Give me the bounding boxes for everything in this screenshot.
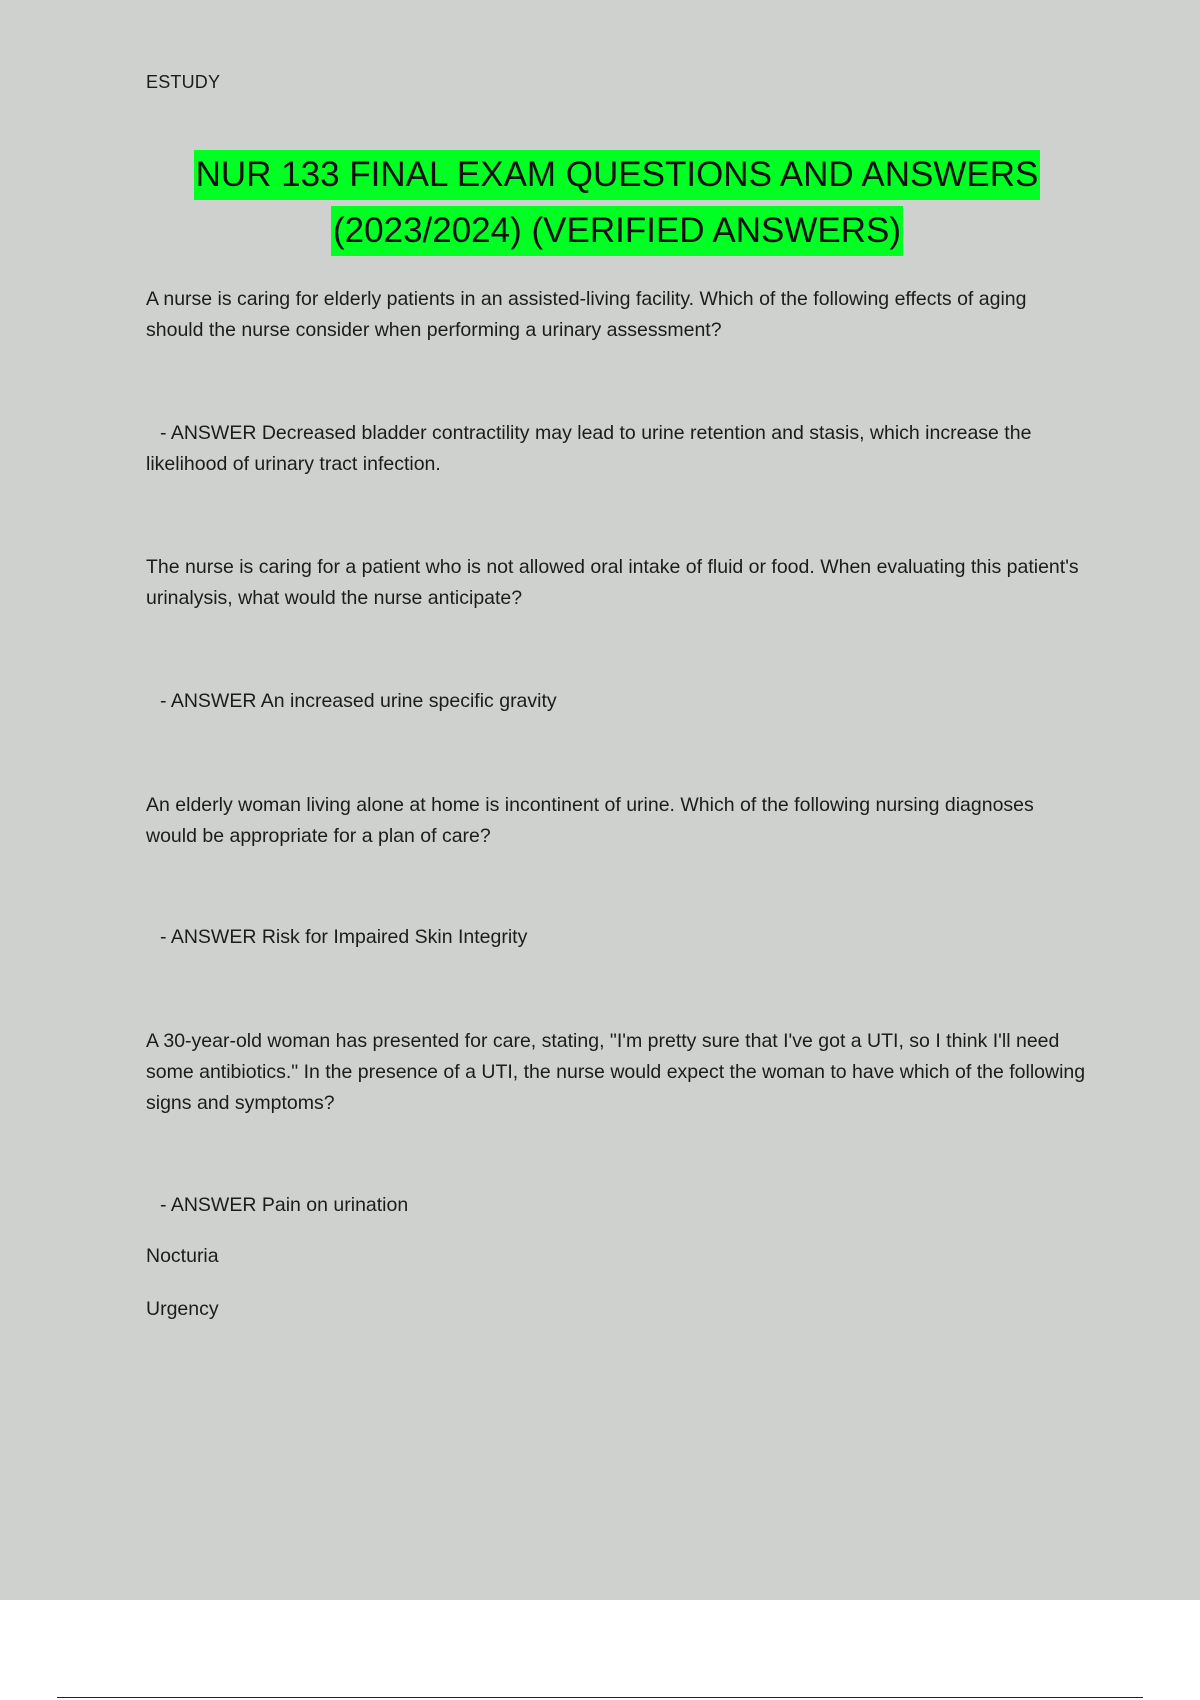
answer-3: - ANSWER Risk for Impaired Skin Integrity bbox=[160, 926, 528, 948]
question-2: The nurse is caring for a patient who is not allowed oral intake of fluid or food. When evaluating this patient's urinalysis, what would the nurse anticipate? bbox=[146, 556, 1079, 609]
answer-4-extra-2: Urgency bbox=[146, 1298, 219, 1320]
title-line-1: NUR 133 FINAL EXAM QUESTIONS AND ANSWERS bbox=[194, 150, 1041, 200]
answer-1: - ANSWER Decreased bladder contractility may lead to urine retention and stasis, which increase the likelihood of urinary tract infection. bbox=[146, 422, 1032, 475]
question-1: A nurse is caring for elderly patients in an assisted-living facility. Which of the following effects of aging should the nurse consider when performing a urinary assessment? bbox=[146, 288, 1027, 341]
document-title bbox=[0, 150, 1200, 256]
question-3: An elderly woman living alone at home is incontinent of urine. Which of the following nursing diagnoses would be appropriate for a plan of care? bbox=[146, 794, 1034, 847]
footer-divider bbox=[57, 1697, 1143, 1698]
document-header: ESTUDY bbox=[146, 72, 221, 92]
answer-2: - ANSWER An increased urine specific gravity bbox=[160, 690, 557, 712]
title-line-2: (2023/2024) (VERIFIED ANSWERS) bbox=[331, 206, 903, 256]
answer-4-extra-1: Nocturia bbox=[146, 1245, 219, 1267]
question-4: A 30-year-old woman has presented for care, stating, "I'm pretty sure that I've got a UTI, so I think I'll need some antibiotics." In the presence of a UTI, the nurse would expect the woman to have which of the following signs and symptoms? bbox=[146, 1030, 1086, 1114]
answer-4: - ANSWER Pain on urination bbox=[160, 1194, 409, 1216]
